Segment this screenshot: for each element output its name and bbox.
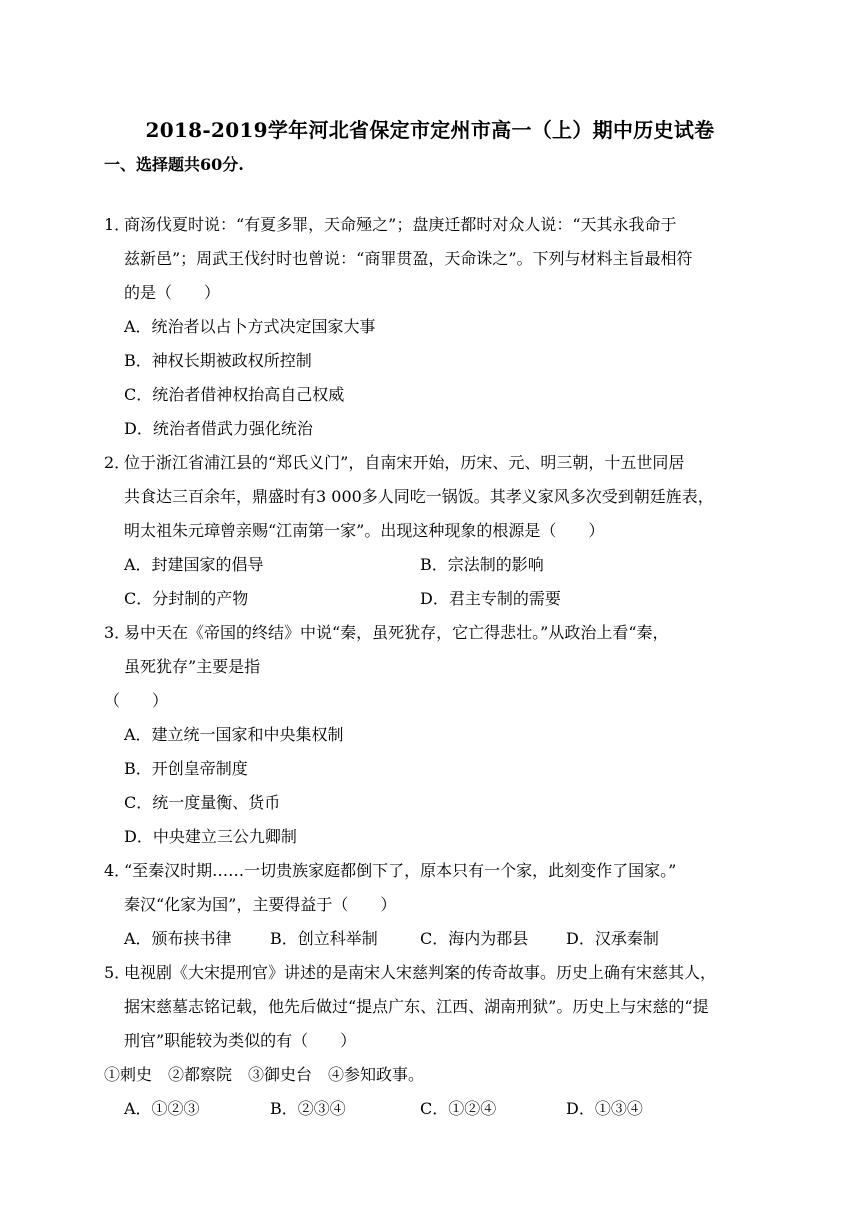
question-5-line-1: 电视剧《大宋提刑官》讲述的是南宋人宋慈判案的传奇故事。历史上确有宋慈其人， <box>124 963 717 982</box>
question-5-line-2: 据宋慈墓志铭记载，他先后做过“提点广东、江西、湖南刑狱”。历史上与宋慈的“提 <box>124 997 709 1016</box>
question-5-option-c[interactable]: C．①②④ <box>420 1099 497 1118</box>
page-title: 2018-2019学年河北省保定市定州市高一（上）期中历史试卷 <box>145 118 715 142</box>
question-3-option-c[interactable]: C．统一度量衡、货币 <box>124 793 281 812</box>
question-2-option-b[interactable]: B．宗法制的影响 <box>420 555 544 574</box>
question-3-answer-paren: （ ） <box>104 691 169 710</box>
question-4-option-d[interactable]: D．汉承秦制 <box>566 929 659 948</box>
question-4-line-2: 秦汉“化家为国”，主要得益于（ ） <box>124 895 397 914</box>
question-1-number: 1． <box>104 215 131 234</box>
question-3-option-a[interactable]: A．建立统一国家和中央集权制 <box>124 725 344 744</box>
question-1-option-c[interactable]: C．统治者借神权抬高自己权威 <box>124 385 345 404</box>
question-3-line-2: 虽死犹存”主要是指 <box>124 657 261 676</box>
question-1-option-a[interactable]: A．统治者以占卜方式决定国家大事 <box>124 317 376 336</box>
question-5-number: 5． <box>104 963 131 982</box>
question-1-option-b[interactable]: B．神权长期被政权所控制 <box>124 351 312 370</box>
question-5-option-d[interactable]: D．①③④ <box>566 1099 643 1118</box>
section-heading: 一、选择题共60分. <box>104 155 244 174</box>
question-2-line-2: 共食达三百余年，鼎盛时有3 000多人同吃一锅饭。其孝义家风多次受到朝廷旌表， <box>124 487 714 506</box>
question-1-option-d[interactable]: D．统治者借武力强化统治 <box>124 419 313 438</box>
question-4-option-b[interactable]: B．创立科举制 <box>270 929 378 948</box>
question-4-option-a[interactable]: A．颁布挟书律 <box>124 929 232 948</box>
question-5-line-3: 刑官”职能较为类似的有（ ） <box>124 1031 357 1050</box>
question-2-option-a[interactable]: A．封建国家的倡导 <box>124 555 264 574</box>
question-4-number: 4． <box>104 861 131 880</box>
question-3-option-b[interactable]: B．开创皇帝制度 <box>124 759 248 778</box>
question-2-option-c[interactable]: C．分封制的产物 <box>124 589 249 608</box>
question-3-option-d[interactable]: D．中央建立三公九卿制 <box>124 827 297 846</box>
question-1-line-1: 商汤伐夏时说：“有夏多罪，天命殛之”；盘庚迁都时对众人说：“天其永我命于 <box>124 215 677 234</box>
question-2-line-3: 明太祖朱元璋曾亲赐“江南第一家”。出现这种现象的根源是（ ） <box>124 521 605 540</box>
question-5-option-a[interactable]: A．①②③ <box>124 1099 200 1118</box>
question-2-number: 2． <box>104 453 131 472</box>
question-2-option-d[interactable]: D．君主专制的需要 <box>420 589 561 608</box>
question-4-option-c[interactable]: C．海内为郡县 <box>420 929 529 948</box>
question-3-line-1: 易中天在《帝国的终结》中说“秦，虽死犹存，它亡得悲壮。”从政治上看“秦， <box>124 623 669 642</box>
question-5-items: ①刺史 ②都察院 ③御史台 ④参知政事。 <box>104 1065 425 1084</box>
question-5-option-b[interactable]: B．②③④ <box>270 1099 346 1118</box>
question-2-line-1: 位于浙江省浦江县的“郑氏义门”，自南宋开始，历宋、元、明三朝，十五世同居 <box>124 453 685 472</box>
question-3-number: 3． <box>104 623 131 642</box>
question-1-line-3: 的是（ ） <box>124 283 221 302</box>
question-1-line-2: 兹新邑”；周武王伐纣时也曾说：“商罪贯盈，天命诛之”。下列与材料主旨最相符 <box>124 249 693 268</box>
question-4-line-1: “至秦汉时期……一切贵族家庭都倒下了，原本只有一个家，此刻变作了国家。” <box>124 861 677 880</box>
